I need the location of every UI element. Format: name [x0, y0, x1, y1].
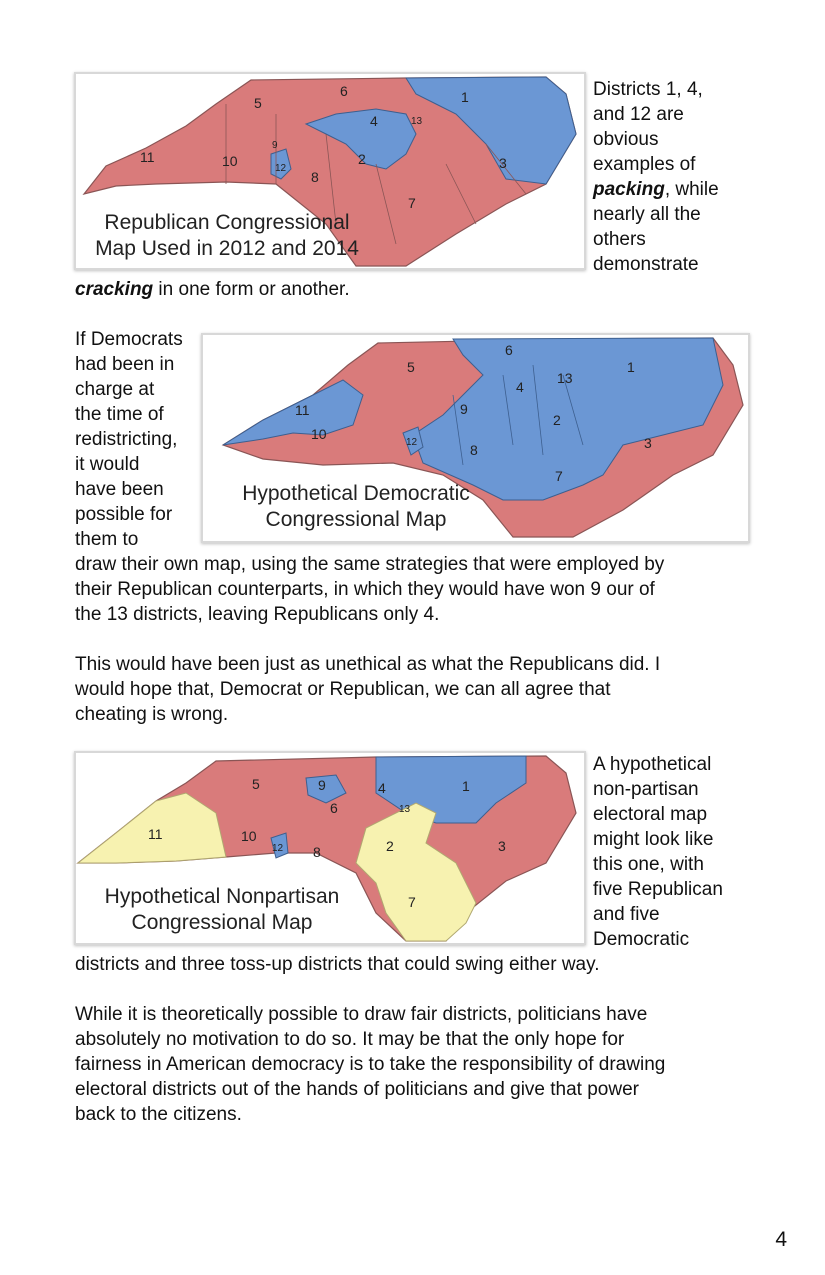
svg-text:8: 8	[470, 442, 478, 458]
svg-text:12: 12	[275, 163, 287, 174]
side-text-packing	[593, 77, 793, 277]
page-number: 4	[775, 1228, 787, 1251]
text-line: fairness in American democracy is to take the responsibility of drawing	[75, 1054, 666, 1075]
text-line: absolutely no motivation to do so. It may be that the only hope for	[75, 1029, 625, 1050]
text-line: it would	[75, 454, 140, 475]
text-line: nearly all the	[593, 204, 701, 225]
nonpartisan-map-figure	[74, 751, 586, 945]
svg-text:4: 4	[378, 780, 386, 796]
svg-text:11: 11	[140, 149, 155, 165]
text-line: have been	[75, 479, 164, 500]
svg-text:12: 12	[406, 437, 418, 448]
paragraph-democrats-continued	[75, 552, 775, 627]
svg-text:6: 6	[340, 83, 348, 99]
svg-text:10: 10	[241, 828, 257, 844]
svg-text:8: 8	[311, 169, 319, 185]
text-line: obvious	[593, 129, 659, 150]
side-text-nonpartisan	[593, 752, 793, 952]
text-line: non-partisan	[593, 779, 699, 800]
text-line: charge at	[75, 379, 155, 400]
svg-text:5: 5	[254, 95, 262, 111]
text-line: their Republican counterparts, in which they would have won 9 our of	[75, 579, 655, 600]
svg-text:6: 6	[505, 342, 513, 358]
svg-text:1: 1	[627, 359, 635, 375]
text-line	[593, 177, 793, 202]
side-text-democrats	[75, 327, 200, 552]
caption-line: Hypothetical Nonpartisan	[104, 885, 340, 908]
map-caption	[82, 210, 372, 262]
caption-line: Republican Congressional	[104, 211, 350, 234]
text-line: had been in	[75, 354, 175, 375]
text-line: Democratic	[593, 929, 690, 950]
svg-text:1: 1	[462, 778, 470, 794]
svg-text:9: 9	[272, 140, 278, 151]
svg-text:2: 2	[358, 151, 366, 167]
map-caption	[211, 481, 501, 533]
text-fragment: in one form or another.	[153, 279, 350, 300]
text-line: A hypothetical	[593, 754, 712, 775]
map-caption	[82, 884, 362, 936]
emphasis-cracking: cracking	[75, 279, 154, 300]
svg-text:3: 3	[499, 155, 507, 171]
text-line: and five	[593, 904, 660, 925]
text-line: This would have been just as unethical as what the Republicans did. I	[75, 654, 661, 675]
svg-text:3: 3	[498, 838, 506, 854]
text-line: them to	[75, 529, 139, 550]
text-line: five Republican	[593, 879, 723, 900]
svg-text:4: 4	[516, 379, 524, 395]
svg-text:11: 11	[295, 402, 310, 418]
text-line: demonstrate	[593, 254, 699, 275]
svg-text:10: 10	[222, 153, 238, 169]
text-line: and 12 are	[593, 104, 684, 125]
text-line: might look like	[593, 829, 714, 850]
democratic-map-figure	[201, 333, 750, 543]
paragraph-conclusion	[75, 1002, 785, 1127]
text-line: electoral districts out of the hands of politicians and give that power	[75, 1079, 639, 1100]
caption-line: Hypothetical Democratic	[242, 482, 470, 505]
svg-text:5: 5	[407, 359, 415, 375]
svg-text:2: 2	[553, 412, 561, 428]
svg-text:7: 7	[408, 894, 416, 910]
text-line: others	[593, 229, 646, 250]
caption-line: Map Used in 2012 and 2014	[95, 237, 359, 260]
text-line-tossup: districts and three toss-up districts that could swing either way.	[75, 954, 600, 975]
text-line: the time of	[75, 404, 164, 425]
svg-text:13: 13	[399, 804, 411, 815]
text-line: Districts 1, 4,	[593, 79, 703, 100]
svg-text:9: 9	[318, 777, 326, 793]
svg-text:13: 13	[411, 116, 423, 127]
svg-text:7: 7	[408, 195, 416, 211]
text-line: back to the citizens.	[75, 1104, 242, 1125]
caption-line: Congressional Map	[131, 911, 313, 934]
text-line: this one, with	[593, 854, 704, 875]
republican-map-figure	[74, 72, 586, 270]
svg-text:5: 5	[252, 776, 260, 792]
svg-text:9: 9	[460, 401, 468, 417]
text-line: examples of	[593, 154, 696, 175]
svg-text:2: 2	[386, 838, 394, 854]
svg-text:7: 7	[555, 468, 563, 484]
text-line: cheating is wrong.	[75, 704, 229, 725]
paragraph-unethical	[75, 652, 775, 727]
text-line: possible for	[75, 504, 173, 525]
text-line-cracking	[75, 277, 350, 302]
text-line: electoral map	[593, 804, 708, 825]
svg-text:12: 12	[272, 843, 284, 854]
text-line: would hope that, Democrat or Republican, we can all agree that	[75, 679, 611, 700]
svg-text:1: 1	[461, 89, 469, 105]
svg-text:3: 3	[644, 435, 652, 451]
svg-text:11: 11	[148, 826, 163, 842]
svg-text:10: 10	[311, 426, 327, 442]
emphasis-packing: packing	[593, 179, 665, 200]
text-fragment: , while	[664, 179, 719, 200]
svg-text:6: 6	[330, 800, 338, 816]
text-line: draw their own map, using the same strategies that were employed by	[75, 554, 665, 575]
svg-text:13: 13	[557, 370, 573, 386]
caption-line: Congressional Map	[265, 508, 447, 531]
text-line: redistricting,	[75, 429, 178, 450]
text-line: the 13 districts, leaving Republicans only 4.	[75, 604, 440, 625]
svg-text:4: 4	[370, 113, 378, 129]
text-line: While it is theoretically possible to draw fair districts, politicians have	[75, 1004, 648, 1025]
text-line: If Democrats	[75, 329, 183, 350]
svg-text:8: 8	[313, 844, 321, 860]
